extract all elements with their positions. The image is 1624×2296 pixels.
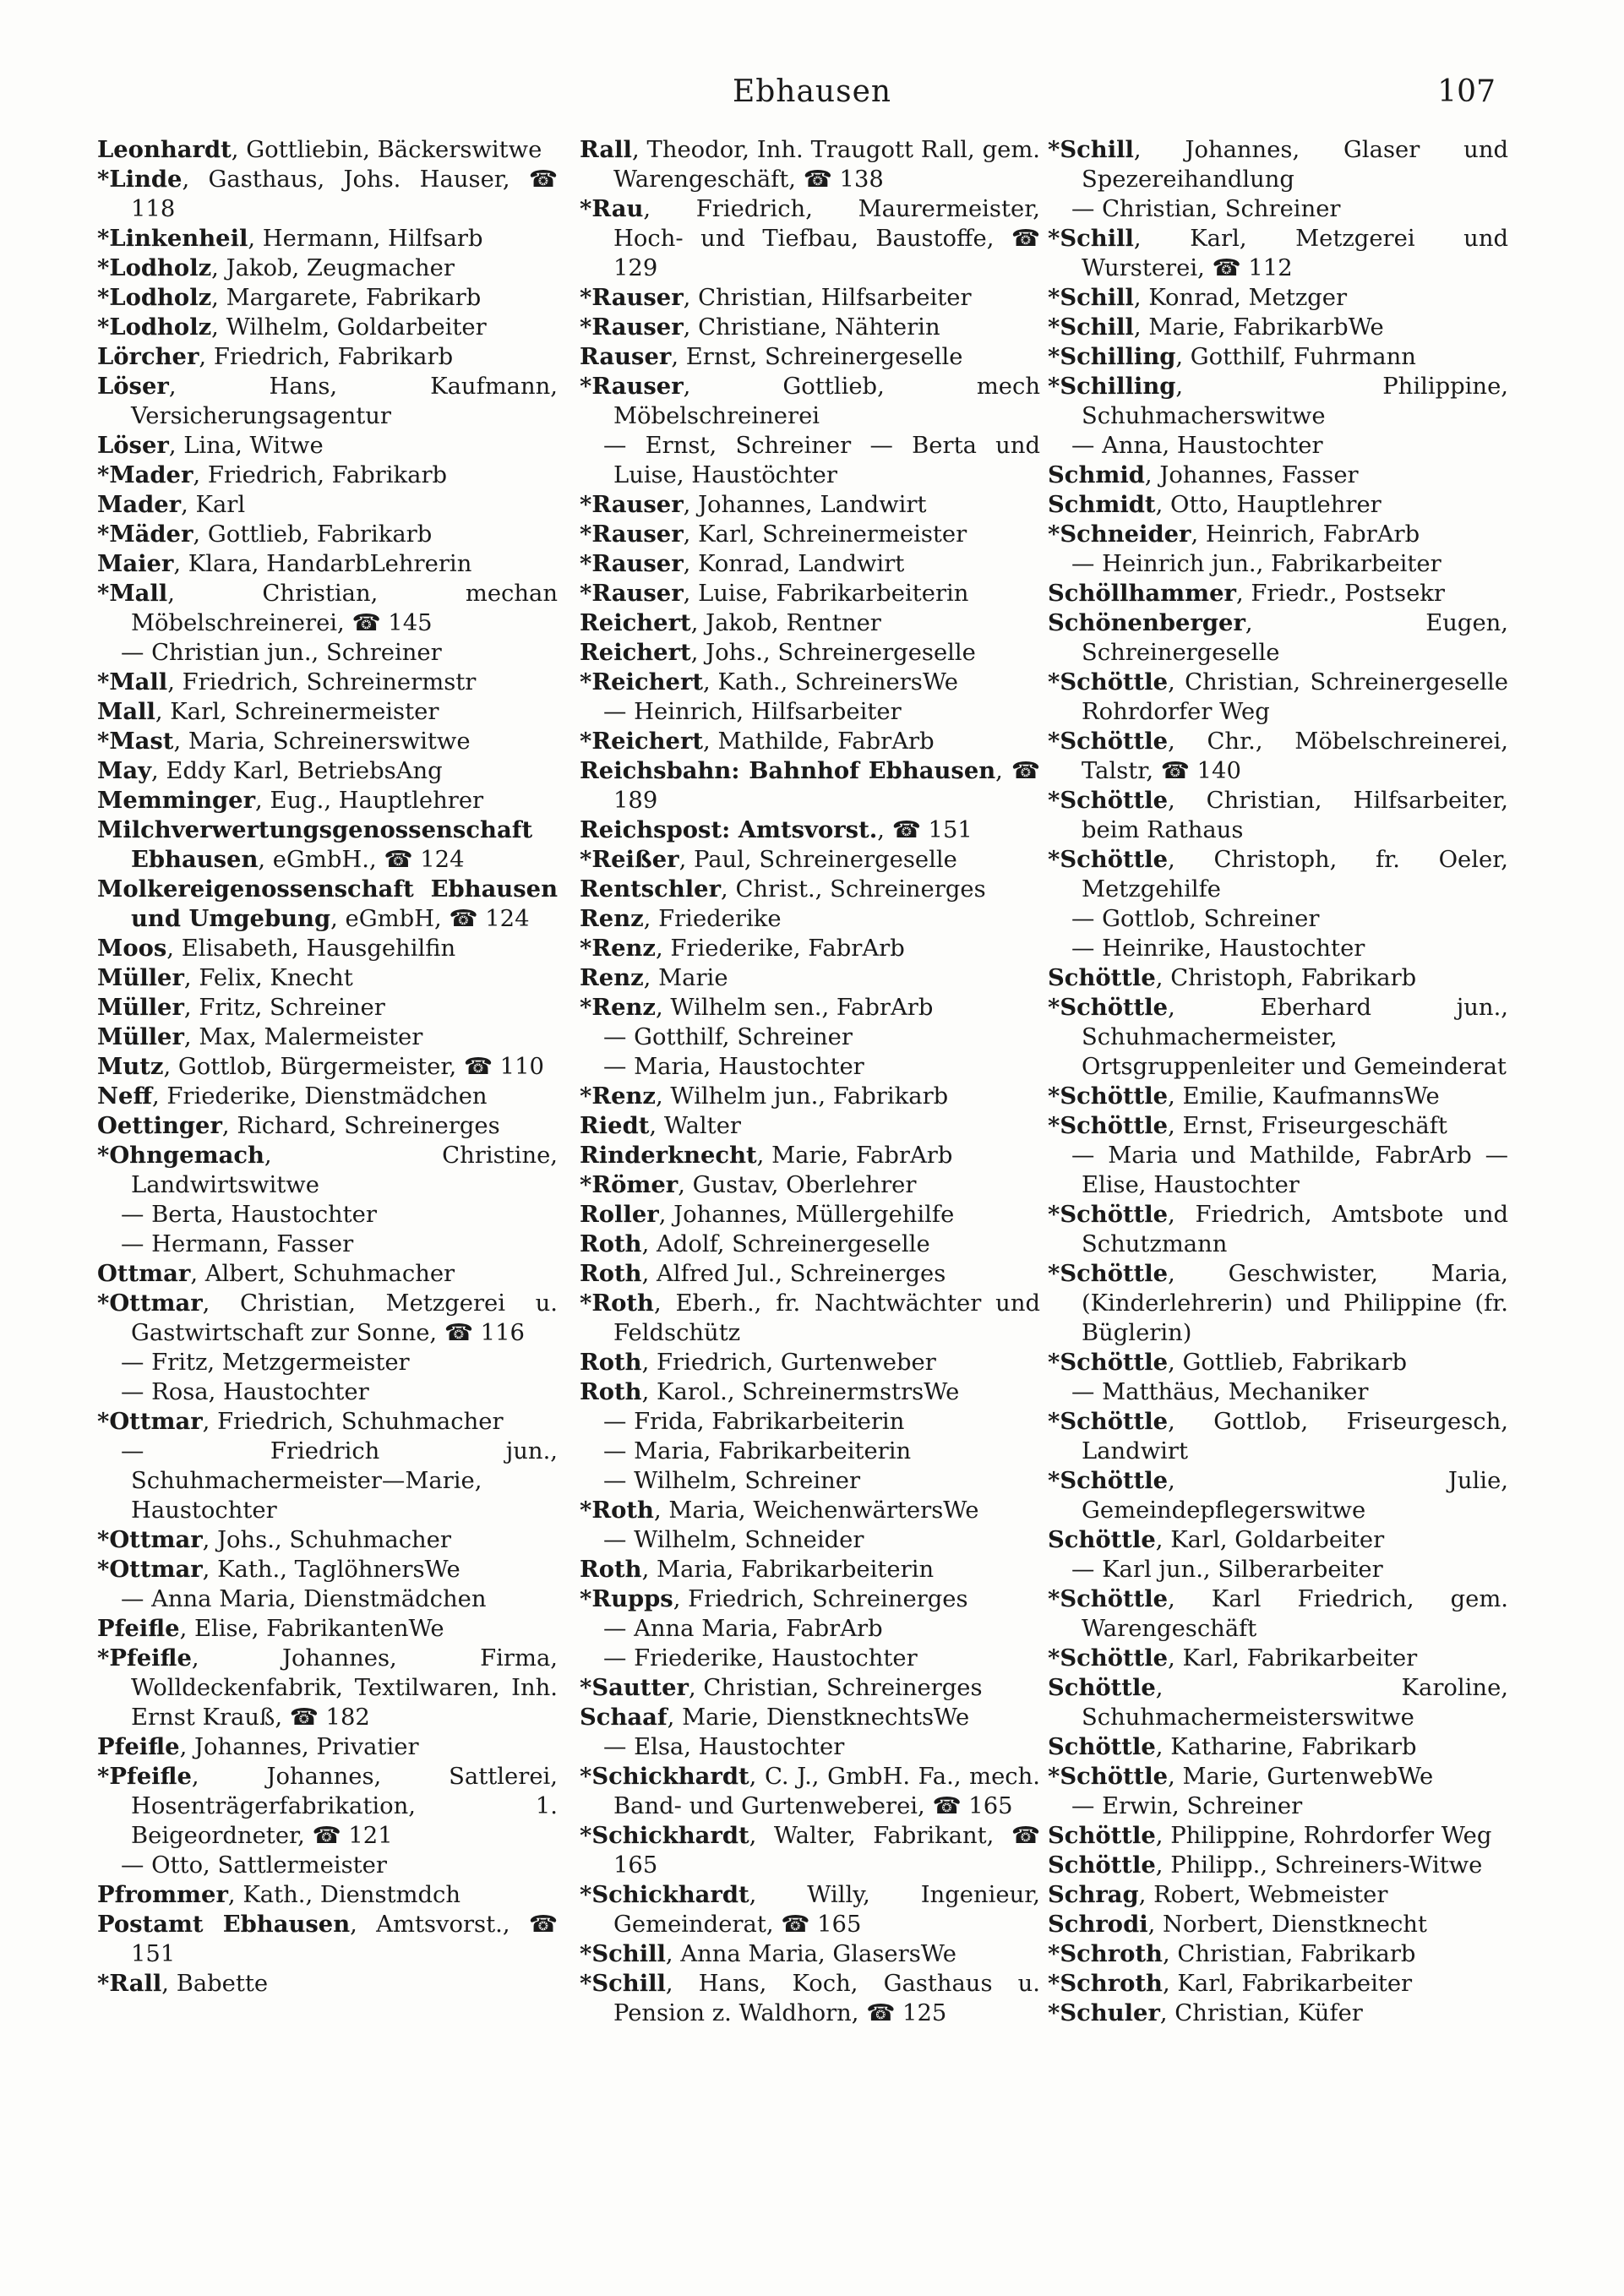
directory-entry: *Schöttle, Karl, Fabrikarbeiter: [1048, 1644, 1418, 1672]
directory-entry: *Renz, Friederike, FabrArb: [580, 935, 905, 962]
directory-entry: Müller, Felix, Knecht: [97, 964, 353, 991]
directory-entry: Schrodi, Norbert, Dienstknecht: [1048, 1911, 1427, 1938]
directory-entry: Milchverwertungsgenossenschaft Ebhausen, eGmbH., ☎ 124: [97, 816, 533, 873]
directory-entry: *Schuler, Christian, Küfer: [1048, 1999, 1363, 2026]
directory-entry: *Mäder, Gottlieb, Fabrikarb: [97, 521, 433, 548]
directory-entry: — Christian, Schreiner: [1071, 196, 1341, 222]
directory-entry: *Rauser, Luise, Fabrikarbeiterin: [580, 580, 969, 607]
directory-entry: Löser, Hans, Kaufmann, Versicherungsagentur: [97, 373, 558, 429]
directory-entry: Roth, Adolf, Schreinergeselle: [580, 1230, 930, 1257]
directory-entry: Oettinger, Richard, Schreinerges: [97, 1112, 500, 1139]
directory-entry: Schöttle, Philipp., Schreiners-Witwe: [1048, 1852, 1483, 1879]
page-title: Ebhausen: [732, 74, 892, 109]
directory-entry: *Schöttle, Eberhard jun., Schuhmachermeister, Ortsgruppenleiter und Gemeinderat: [1048, 994, 1508, 1080]
directory-entry: — Maria, Fabrikarbeiterin: [603, 1438, 912, 1464]
directory-entry: *Schöttle, Marie, GurtenwebWe: [1048, 1763, 1434, 1790]
directory-entry: Schöttle, Christoph, Fabrikarb: [1048, 964, 1417, 991]
directory-entry: Roth, Maria, Fabrikarbeiterin: [580, 1556, 935, 1583]
directory-entry: *Lodholz, Jakob, Zeugmacher: [97, 254, 455, 281]
directory-entry: Reichert, Jakob, Rentner: [580, 609, 881, 636]
directory-entry: Postamt Ebhausen, Amtsvorst., ☎ 151: [97, 1911, 558, 1967]
directory-entry: *Renz, Wilhelm sen., FabrArb: [580, 994, 934, 1021]
directory-entry: Roller, Johannes, Müllergehilfe: [580, 1201, 955, 1228]
directory-entry: Riedt, Walter: [580, 1112, 741, 1139]
directory-entry: *Schroth, Karl, Fabrikarbeiter: [1048, 1970, 1413, 1997]
directory-entry: Schöttle, Karoline, Schuhmachermeisterswitwe: [1048, 1674, 1508, 1731]
directory-entry: Schöttle, Karl, Goldarbeiter: [1048, 1526, 1385, 1553]
directory-entry: — Heinrike, Haustochter: [1071, 935, 1365, 962]
directory-entry: — Fritz, Metzgermeister: [121, 1350, 410, 1376]
directory-entry: *Schöttle, Christoph, fr. Oeler, Metzgehilfe: [1048, 846, 1508, 903]
directory-entry: *Schill, Karl, Metzgerei und Wursterei, ☎ 112: [1048, 225, 1508, 281]
directory-entry: *Lodholz, Margarete, Fabrikarb: [97, 284, 482, 311]
directory-entry: Schöttle, Philippine, Rohrdorfer Weg: [1048, 1822, 1492, 1849]
directory-entry: Schmidt, Otto, Hauptlehrer: [1048, 491, 1381, 518]
directory-entry: — Otto, Sattlermeister: [121, 1852, 387, 1879]
directory-entry: *Rauser, Karl, Schreinermeister: [580, 521, 967, 548]
directory-entry: Löser, Lina, Witwe: [97, 432, 324, 459]
directory-entry: *Roth, Eberh., fr. Nachtwächter und Feldschütz: [580, 1290, 1040, 1346]
directory-entry: *Sautter, Christian, Schreinerges: [580, 1674, 983, 1701]
directory-entry: Mall, Karl, Schreinermeister: [97, 698, 439, 725]
directory-entry: *Schöttle, Christian, Hilfsarbeiter, beim Rathaus: [1048, 787, 1508, 843]
directory-entry: *Schneider, Heinrich, FabrArb: [1048, 521, 1420, 548]
directory-entry: Reichsbahn: Bahnhof Ebhausen, ☎ 189: [580, 757, 1040, 814]
directory-entry: *Schill, Marie, FabrikarbWe: [1048, 314, 1384, 341]
directory-entry: *Reichert, Mathilde, FabrArb: [580, 728, 935, 755]
directory-entry: — Anna Maria, FabrArb: [603, 1616, 883, 1642]
directory-entry: — Erwin, Schreiner: [1071, 1793, 1303, 1819]
directory-entry: *Ohngemach, Christine, Landwirtswitwe: [97, 1142, 558, 1198]
directory-entry: *Schroth, Christian, Fabrikarb: [1048, 1940, 1416, 1967]
directory-entry: *Mader, Friedrich, Fabrikarb: [97, 461, 448, 488]
directory-entry: *Ottmar, Christian, Metzgerei u. Gastwirtschaft zur Sonne, ☎ 116: [97, 1290, 558, 1346]
directory-entry: Roth, Alfred Jul., Schreinerges: [580, 1260, 946, 1287]
directory-entry: *Ottmar, Kath., TaglöhnersWe: [97, 1556, 460, 1583]
directory-entry: Pfeifle, Elise, FabrikantenWe: [97, 1615, 444, 1642]
directory-entry: Reichert, Johs., Schreinergeselle: [580, 639, 976, 666]
directory-entry: Müller, Max, Malermeister: [97, 1023, 423, 1050]
directory-entry: *Mall, Friedrich, Schreinermstr: [97, 668, 477, 695]
column-left: [97, 135, 558, 1999]
directory-entry: *Pfeifle, Johannes, Firma, Wolldeckenfabrik, Textilwaren, Inh. Ernst Krauß, ☎ 182: [97, 1644, 558, 1731]
directory-entry: Renz, Marie: [580, 964, 728, 991]
directory-entry: — Berta, Haustochter: [121, 1202, 377, 1228]
directory-entry: Neff, Friederike, Dienstmädchen: [97, 1083, 488, 1110]
directory-entry: — Frida, Fabrikarbeiterin: [603, 1409, 905, 1435]
directory-entry: Pfeifle, Johannes, Privatier: [97, 1733, 419, 1760]
directory-entry: *Linkenheil, Hermann, Hilfsarb: [97, 225, 483, 252]
directory-entry: — Wilhelm, Schneider: [603, 1527, 864, 1553]
directory-entry: Roth, Karol., SchreinermstrsWe: [580, 1378, 960, 1405]
directory-entry: Schmid, Johannes, Fasser: [1048, 461, 1359, 488]
directory-entry: *Rall, Babette: [97, 1970, 269, 1997]
directory-entry: — Gotthilf, Schreiner: [603, 1024, 853, 1050]
directory-entry: *Reißer, Paul, Schreinergeselle: [580, 846, 957, 873]
directory-entry: Müller, Fritz, Schreiner: [97, 994, 385, 1021]
directory-entry: *Schöttle, Chr., Möbelschreinerei, Talstr, ☎ 140: [1048, 728, 1508, 784]
directory-entry: *Rupps, Friedrich, Schreinerges: [580, 1585, 968, 1612]
directory-entry: *Schill, Hans, Koch, Gasthaus u. Pension z. Waldhorn, ☎ 125: [580, 1970, 1040, 2026]
directory-entry: *Mast, Maria, Schreinerswitwe: [97, 728, 471, 755]
directory-entry: Rentschler, Christ., Schreinerges: [580, 875, 986, 903]
directory-entry: — Rosa, Haustochter: [121, 1379, 369, 1405]
directory-entry: *Schilling, Philippine, Schuhmacherswitwe: [1048, 373, 1508, 429]
directory-entry: Leonhardt, Gottliebin, Bäckerswitwe: [97, 136, 542, 163]
directory-entry: *Ottmar, Johs., Schuhmacher: [97, 1526, 451, 1553]
directory-entry: Reichspost: Amtsvorst., ☎ 151: [580, 816, 973, 843]
directory-entry: Lörcher, Friedrich, Fabrikarb: [97, 343, 454, 370]
directory-entry: Schrag, Robert, Webmeister: [1048, 1881, 1388, 1908]
directory-entry: Memminger, Eug., Hauptlehrer: [97, 787, 484, 814]
directory-entry: *Rauser, Christian, Hilfsarbeiter: [580, 284, 972, 311]
directory-entry: — Wilhelm, Schreiner: [603, 1468, 861, 1494]
directory-entry: *Schilling, Gotthilf, Fuhrmann: [1048, 343, 1416, 370]
directory-entry: *Mall, Christian, mechan Möbelschreinerei, ☎ 145: [97, 580, 558, 636]
page-header: [0, 74, 1624, 125]
directory-entry: Mutz, Gottlob, Bürgermeister, ☎ 110: [97, 1053, 544, 1080]
directory-entry: — Heinrich, Hilfsarbeiter: [603, 699, 902, 725]
directory-entry: *Schickhardt, Walter, Fabrikant, ☎ 165: [580, 1822, 1040, 1879]
column-right: [1048, 135, 1508, 2028]
page-number: 107: [1437, 74, 1496, 109]
directory-entry: *Reichert, Kath., SchreinersWe: [580, 668, 958, 695]
directory-entry: Pfrommer, Kath., Dienstmdch: [97, 1881, 461, 1908]
directory-entry: Roth, Friedrich, Gurtenweber: [580, 1349, 936, 1376]
directory-entry: *Lodholz, Wilhelm, Goldarbeiter: [97, 314, 487, 341]
directory-entry: — Christian jun., Schreiner: [121, 640, 442, 666]
directory-entry: — Elsa, Haustochter: [603, 1734, 845, 1760]
directory-entry: *Linde, Gasthaus, Johs. Hauser, ☎ 118: [97, 166, 558, 222]
directory-entry: Rall, Theodor, Inh. Traugott Rall, gem. Warengeschäft, ☎ 138: [580, 136, 1040, 193]
directory-entry: Rinderknecht, Marie, FabrArb: [580, 1142, 953, 1169]
directory-entry: *Ottmar, Friedrich, Schuhmacher: [97, 1408, 504, 1435]
directory-entry: Molkereigenossenschaft Ebhausen und Umgebung, eGmbH, ☎ 124: [97, 875, 558, 932]
directory-entry: *Rau, Friedrich, Maurermeister, Hoch- und Tiefbau, Baustoffe, ☎ 129: [580, 195, 1040, 281]
directory-entry: *Schöttle, Julie, Gemeindepflegerswitwe: [1048, 1467, 1508, 1524]
directory-entry: *Schöttle, Christian, Schreinergeselle Rohrdorfer Weg: [1048, 668, 1508, 725]
directory-entry: — Maria, Haustochter: [603, 1054, 864, 1080]
directory-entry: Moos, Elisabeth, Hausgehilfin: [97, 935, 456, 962]
directory-entry: — Karl jun., Silberarbeiter: [1071, 1557, 1383, 1583]
directory-entry: *Schickhardt, Willy, Ingenieur, Gemeinderat, ☎ 165: [580, 1881, 1040, 1938]
directory-entry: *Schill, Johannes, Glaser und Spezereihandlung: [1048, 136, 1508, 193]
directory-entry: — Heinrich jun., Fabrikarbeiter: [1071, 551, 1441, 577]
directory-entry: *Roth, Maria, WeichenwärtersWe: [580, 1497, 979, 1524]
directory-entry: *Rauser, Konrad, Landwirt: [580, 550, 905, 577]
directory-entry: — Ernst, Schreiner — Berta und Luise, Haustöchter: [603, 433, 1040, 488]
directory-entry: Schöllhammer, Friedr., Postsekr: [1048, 580, 1445, 607]
directory-entry: — Friedrich jun., Schuhmachermeister—Marie, Haustochter: [121, 1438, 558, 1524]
directory-entry: — Friederike, Haustochter: [603, 1645, 918, 1672]
directory-entry: Renz, Friederike: [580, 905, 782, 932]
directory-entry: — Maria und Mathilde, FabrArb — Elise, Haustochter: [1071, 1143, 1508, 1198]
directory-entry: *Schöttle, Karl Friedrich, gem. Warengeschäft: [1048, 1585, 1508, 1642]
directory-entry: *Schöttle, Geschwister, Maria, (Kinderlehrerin) und Philippine (fr. Büglerin): [1048, 1260, 1508, 1346]
directory-entry: Schaaf, Marie, DienstknechtsWe: [580, 1704, 970, 1731]
directory-entry: *Rauser, Johannes, Landwirt: [580, 491, 927, 518]
directory-entry: *Schill, Anna Maria, GlasersWe: [580, 1940, 956, 1967]
directory-entry: — Hermann, Fasser: [121, 1231, 354, 1257]
directory-entry: — Matthäus, Mechaniker: [1071, 1379, 1369, 1405]
directory-entry: *Schöttle, Friedrich, Amtsbote und Schutzmann: [1048, 1201, 1508, 1257]
directory-entry: *Renz, Wilhelm jun., Fabrikarb: [580, 1083, 949, 1110]
directory-entry: *Schöttle, Gottlob, Friseurgesch, Landwirt: [1048, 1408, 1508, 1464]
directory-entry: Rauser, Ernst, Schreinergeselle: [580, 343, 963, 370]
column-middle: [580, 135, 1040, 2028]
directory-entry: *Pfeifle, Johannes, Sattlerei, Hosenträgerfabrikation, 1. Beigeordneter, ☎ 121: [97, 1763, 558, 1849]
directory-entry: May, Eddy Karl, BetriebsAng: [97, 757, 443, 784]
directory-entry: *Rauser, Gottlieb, mech Möbelschreinerei: [580, 373, 1040, 429]
directory-entry: *Schöttle, Ernst, Friseurgeschäft: [1048, 1112, 1447, 1139]
directory-entry: *Schöttle, Emilie, KaufmannsWe: [1048, 1083, 1440, 1110]
directory-entry: *Schill, Konrad, Metzger: [1048, 284, 1348, 311]
directory-entry: *Schickhardt, C. J., GmbH. Fa., mech. Band- und Gurtenweberei, ☎ 165: [580, 1763, 1040, 1819]
directory-entry: Maier, Klara, HandarbLehrerin: [97, 550, 472, 577]
directory-entry: *Schöttle, Gottlieb, Fabrikarb: [1048, 1349, 1408, 1376]
directory-entry: Ottmar, Albert, Schuhmacher: [97, 1260, 455, 1287]
directory-entry: Mader, Karl: [97, 491, 246, 518]
directory-entry: — Anna Maria, Dienstmädchen: [121, 1586, 487, 1612]
directory-entry: Schöttle, Katharine, Fabrikarb: [1048, 1733, 1417, 1760]
directory-entry: — Gottlob, Schreiner: [1071, 906, 1320, 932]
directory-entry: *Rauser, Christiane, Nähterin: [580, 314, 940, 341]
directory-entry: — Anna, Haustochter: [1071, 433, 1323, 459]
directory-entry: Schönenberger, Eugen, Schreinergeselle: [1048, 609, 1508, 666]
directory-entry: *Römer, Gustav, Oberlehrer: [580, 1171, 917, 1198]
